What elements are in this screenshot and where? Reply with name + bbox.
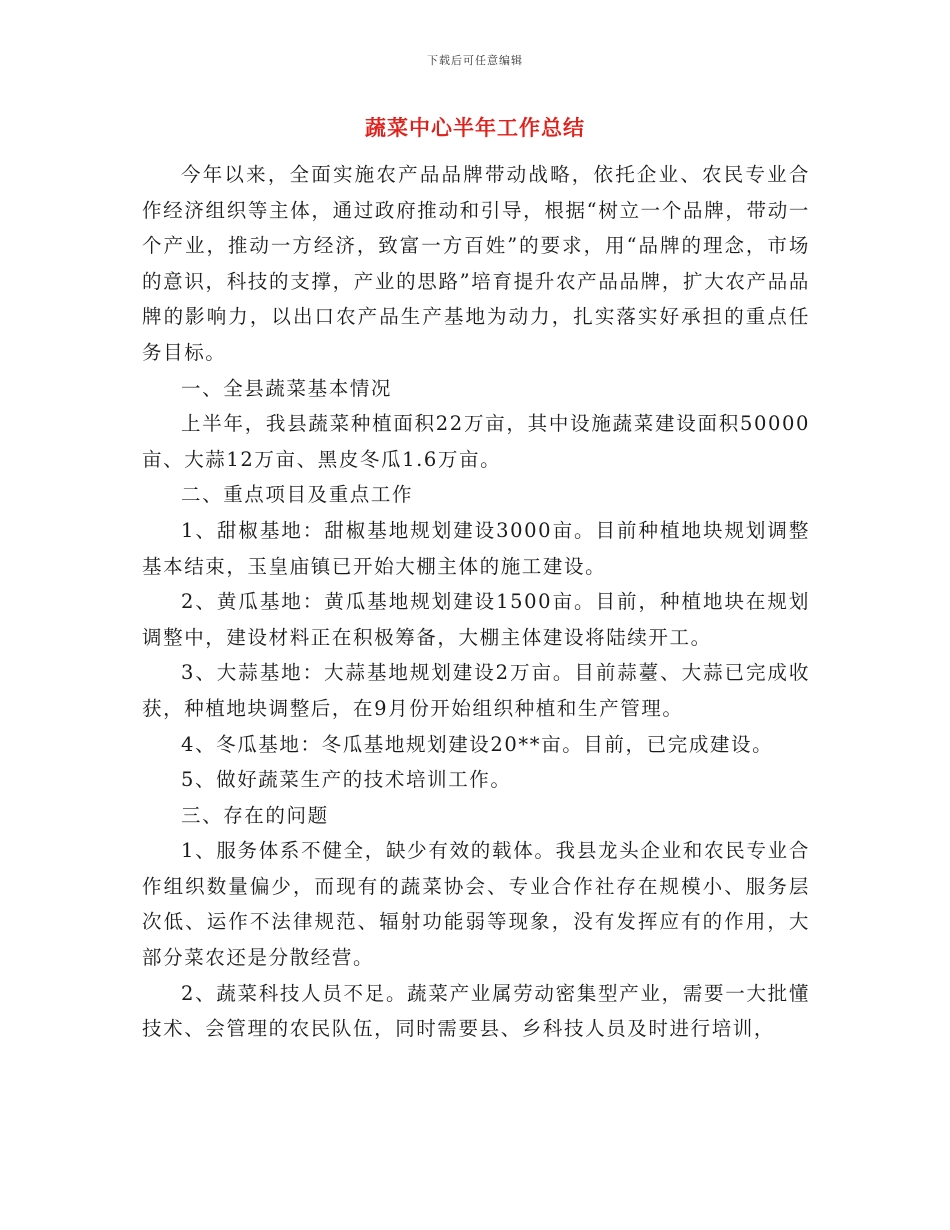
document-title: 蔬菜中心半年工作总结 [365, 115, 585, 140]
list-item: 4、冬瓜基地：冬瓜基地规划建设20**亩。目前，已完成建设。 [181, 732, 774, 756]
list-item: 1、服务体系不健全，缺少有效的载体。我县龙头企业和农民专业合作组织数量偏少，而现有的蔬菜协会、专业合作社存在规模小、服务层次低、运作不法律规范、辐射功能弱等现象，没有发挥应有的作用，大部分菜农还是分散经营。 [142, 839, 810, 970]
list-item: 1、甜椒基地：甜椒基地规划建设3000亩。目前种植地块规划调整基本结束，玉皇庙镇已开始大棚主体的施工建设。 [142, 518, 810, 578]
list-item: 2、黄瓜基地：黄瓜基地规划建设1500亩。目前，种植地块在规划调整中，建设材料正在积极筹备，大棚主体建设将陆续开工。 [142, 590, 810, 649]
section-heading-2: 二、重点项目及重点工作 [181, 483, 414, 507]
section-heading-3: 三、存在的问题 [181, 803, 329, 827]
list-item: 2、蔬菜科技人员不足。蔬菜产业属劳动密集型产业，需要一大批懂技术、会管理的农民队伍，同时需要县、乡科技人员及时进行培训， [142, 981, 810, 1041]
header-note: 下载后可任意编辑 [427, 54, 523, 67]
paragraph: 上半年，我县蔬菜种植面积22万亩，其中设施蔬菜建设面积50000亩、大蒜12万亩、黑皮冬瓜1.6万亩。 [142, 412, 810, 471]
list-item: 3、大蒜基地：大蒜基地规划建设2万亩。目前蒜薹、大蒜已完成收获，种植地块调整后，在9月份开始组织种植和生产管理。 [142, 661, 810, 720]
list-item: 5、做好蔬菜生产的技术培训工作。 [181, 768, 512, 792]
intro-paragraph: 今年以来，全面实施农产品品牌带动战略，依托企业、农民专业合作经济组织等主体，通过政府推动和引导，根据“树立一个品牌，带动一个产业，推动一方经济，致富一方百姓”的要求，用“品牌的理念，市场的意识，科技的支撑，产业的思路”培育提升农产品品牌，扩大农产品品牌的影响力，以出口农产品生产基地为动力，扎实落实好承担的重点任务目标。 [142, 163, 810, 364]
section-heading-1: 一、全县蔬菜基本情况 [181, 376, 393, 400]
document-body [142, 157, 810, 1047]
